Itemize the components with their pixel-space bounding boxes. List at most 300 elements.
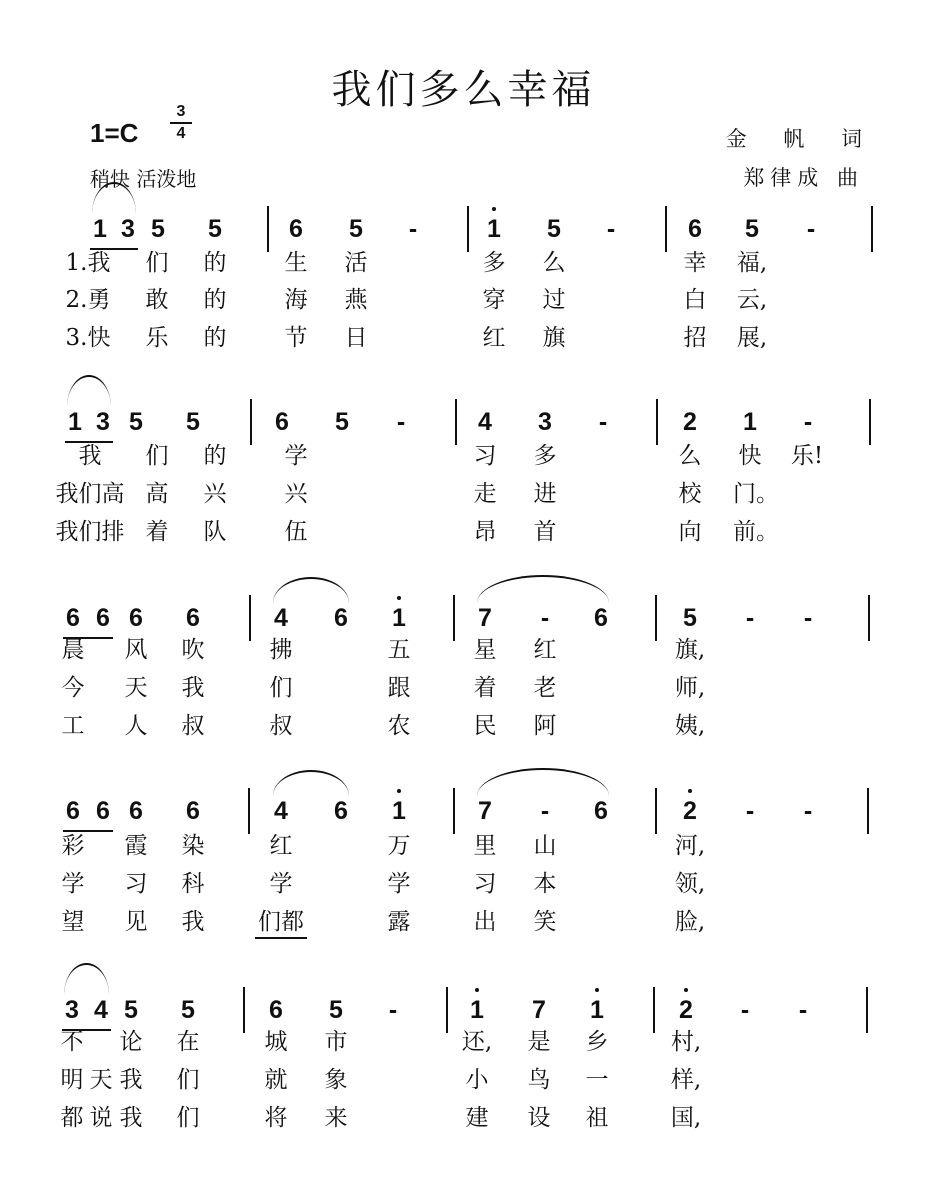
lyric-syllable: 的 bbox=[203, 287, 227, 313]
note bbox=[113, 208, 143, 250]
lyric-syllable: 在 bbox=[176, 1029, 200, 1055]
lyric-syllable: 旗 bbox=[542, 325, 566, 351]
note bbox=[178, 790, 208, 832]
lyric-syllable: 着 bbox=[145, 519, 169, 545]
lyric-syllable: 阿 bbox=[533, 713, 557, 739]
octave-dot bbox=[397, 596, 401, 600]
lyric-syllable: 幸 bbox=[683, 250, 707, 276]
lyric-syllable: 学 bbox=[387, 871, 411, 897]
lyric-syllable: 日 bbox=[344, 325, 368, 351]
lyric-syllable: 城 bbox=[264, 1029, 288, 1055]
lyric-syllable: 样, bbox=[670, 1067, 702, 1093]
lyric-syllable: 1.我 bbox=[65, 250, 111, 276]
lyric-syllable: 云, bbox=[736, 287, 768, 313]
note-digit: 4 bbox=[274, 797, 288, 825]
lyric-syllable: 伍 bbox=[284, 519, 308, 545]
lyric-syllable: 门。 bbox=[733, 481, 779, 507]
lyric-syllable: 海 bbox=[284, 287, 308, 313]
lyric-syllable: 鸟 bbox=[527, 1067, 551, 1093]
lyric-syllable: 还, bbox=[461, 1029, 493, 1055]
lyric-syllable: 习 bbox=[473, 871, 497, 897]
lyric-syllable: 都 bbox=[60, 1105, 84, 1131]
note bbox=[88, 790, 118, 832]
note-digit: 1 bbox=[590, 996, 604, 1024]
lyric-syllable: 是 bbox=[527, 1029, 551, 1055]
slur bbox=[477, 575, 609, 603]
note bbox=[178, 597, 208, 639]
lyric-syllable: 乡 bbox=[585, 1029, 609, 1055]
note-digit: 1 bbox=[392, 797, 406, 825]
dash-extension bbox=[796, 208, 826, 250]
lyric-syllable: 快 bbox=[738, 443, 762, 469]
lyric-syllable: 展, bbox=[736, 325, 768, 351]
lyric-syllable: 兴 bbox=[284, 481, 308, 507]
lyric-syllable: 么 bbox=[678, 443, 702, 469]
barline bbox=[868, 595, 870, 641]
note-digit: - bbox=[598, 408, 608, 436]
note-digit: 6 bbox=[334, 604, 348, 632]
lyric-syllable: 校 bbox=[678, 481, 702, 507]
dash-extension bbox=[793, 790, 823, 832]
barline bbox=[867, 788, 869, 834]
octave-dot bbox=[595, 988, 599, 992]
note-digit: 6 bbox=[129, 797, 143, 825]
lyric-syllable: 旗, bbox=[674, 637, 706, 663]
lyric-syllable: 着 bbox=[473, 675, 497, 701]
lyric-syllable: 我们高 bbox=[55, 481, 125, 507]
slur bbox=[477, 768, 609, 796]
lyric-syllable: 高 bbox=[145, 481, 169, 507]
lyric-syllable: 进 bbox=[533, 481, 557, 507]
note bbox=[200, 208, 230, 250]
lyric-syllable: 向 bbox=[678, 519, 702, 545]
lyric-syllable: 市 bbox=[324, 1029, 348, 1055]
dash-extension bbox=[530, 790, 560, 832]
barline bbox=[653, 987, 655, 1033]
lyric-syllable: 望 bbox=[61, 909, 85, 935]
note bbox=[326, 790, 356, 832]
note-digit: 6 bbox=[186, 604, 200, 632]
note bbox=[60, 401, 90, 443]
note-digit: 4 bbox=[94, 996, 108, 1024]
note-digit: - bbox=[740, 996, 750, 1024]
lyric-syllable: 么 bbox=[542, 250, 566, 276]
note-digit: 3 bbox=[121, 215, 135, 243]
note bbox=[530, 401, 560, 443]
note bbox=[327, 401, 357, 443]
lyric-syllable: 叔 bbox=[181, 713, 205, 739]
lyric-syllable: 学 bbox=[284, 443, 308, 469]
lyric-syllable: 说 bbox=[89, 1105, 113, 1131]
lyric-syllable: 拂 bbox=[269, 637, 293, 663]
barline bbox=[665, 206, 667, 252]
lyric-syllable: 们 bbox=[145, 443, 169, 469]
lyric-syllable: 我 bbox=[181, 675, 205, 701]
dash-extension bbox=[788, 989, 818, 1031]
lyric-underline bbox=[255, 937, 307, 939]
note bbox=[321, 989, 351, 1031]
note-digit: 5 bbox=[329, 996, 343, 1024]
note-digit: 1 bbox=[93, 215, 107, 243]
note bbox=[671, 989, 701, 1031]
lyric-syllable: 星 bbox=[473, 637, 497, 663]
note bbox=[88, 597, 118, 639]
lyric-syllable: 祖 bbox=[585, 1105, 609, 1131]
lyric-syllable: 叔 bbox=[269, 713, 293, 739]
note bbox=[675, 790, 705, 832]
note bbox=[539, 208, 569, 250]
time-divider bbox=[170, 122, 192, 124]
barline bbox=[467, 206, 469, 252]
lyric-syllable: 我 bbox=[181, 909, 205, 935]
note-digit: 3 bbox=[65, 996, 79, 1024]
lyric-syllable: 本 bbox=[533, 871, 557, 897]
lyric-syllable: 工 bbox=[61, 713, 85, 739]
lyric-syllable: 兴 bbox=[203, 481, 227, 507]
dash-extension bbox=[735, 790, 765, 832]
note-digit: 6 bbox=[594, 604, 608, 632]
barline bbox=[656, 399, 658, 445]
note-digit: 5 bbox=[745, 215, 759, 243]
note bbox=[735, 401, 765, 443]
dash-extension bbox=[378, 989, 408, 1031]
note bbox=[261, 989, 291, 1031]
note-digit: 6 bbox=[289, 215, 303, 243]
octave-dot bbox=[492, 207, 496, 211]
note-digit: 4 bbox=[274, 604, 288, 632]
note bbox=[267, 401, 297, 443]
note bbox=[121, 790, 151, 832]
dash-extension bbox=[530, 597, 560, 639]
dash-extension bbox=[793, 597, 823, 639]
note bbox=[266, 790, 296, 832]
lyric-syllable: 师, bbox=[674, 675, 706, 701]
octave-dot bbox=[684, 988, 688, 992]
dash-extension bbox=[793, 401, 823, 443]
note-digit: 5 bbox=[151, 215, 165, 243]
note-digit: 1 bbox=[743, 408, 757, 436]
lyric-syllable: 人 bbox=[124, 713, 148, 739]
dash-extension bbox=[730, 989, 760, 1031]
note-digit: 6 bbox=[334, 797, 348, 825]
note-digit: - bbox=[396, 408, 406, 436]
note-digit: 6 bbox=[66, 604, 80, 632]
note-digit: - bbox=[803, 797, 813, 825]
dash-extension bbox=[735, 597, 765, 639]
lyric-syllable: 小 bbox=[465, 1067, 489, 1093]
note-digit: 6 bbox=[688, 215, 702, 243]
note-digit: 1 bbox=[470, 996, 484, 1024]
lyric-syllable: 见 bbox=[124, 909, 148, 935]
lyric-syllable: 天 bbox=[124, 675, 148, 701]
note-digit: 6 bbox=[186, 797, 200, 825]
barline bbox=[866, 987, 868, 1033]
lyric-syllable: 学 bbox=[61, 871, 85, 897]
lyric-syllable: 科 bbox=[181, 871, 205, 897]
note bbox=[178, 401, 208, 443]
lyric-syllable: 出 bbox=[473, 909, 497, 935]
lyric-syllable: 们都 bbox=[258, 909, 304, 935]
lyric-syllable: 红 bbox=[482, 325, 506, 351]
lyric-syllable: 3.快 bbox=[65, 325, 111, 351]
lyric-syllable: 河, bbox=[674, 833, 706, 859]
note-digit: - bbox=[408, 215, 418, 243]
lyric-syllable: 笑 bbox=[533, 909, 557, 935]
note bbox=[737, 208, 767, 250]
lyric-syllable: 不 bbox=[60, 1029, 84, 1055]
barline bbox=[250, 399, 252, 445]
lyric-syllable: 队 bbox=[203, 519, 227, 545]
lyric-syllable: 今 bbox=[61, 675, 85, 701]
note bbox=[470, 597, 500, 639]
note bbox=[86, 989, 116, 1031]
lyric-syllable: 学 bbox=[269, 871, 293, 897]
note-digit: 5 bbox=[186, 408, 200, 436]
lyric-syllable: 国, bbox=[670, 1105, 702, 1131]
lyric-syllable: 霞 bbox=[124, 833, 148, 859]
note-digit: - bbox=[803, 604, 813, 632]
dash-extension bbox=[398, 208, 428, 250]
note bbox=[121, 401, 151, 443]
note-digit: 6 bbox=[594, 797, 608, 825]
note bbox=[586, 597, 616, 639]
lyric-syllable: 建 bbox=[465, 1105, 489, 1131]
lyric-syllable: 设 bbox=[527, 1105, 551, 1131]
note-digit: 5 bbox=[208, 215, 222, 243]
lyric-syllable: 燕 bbox=[344, 287, 368, 313]
lyric-syllable: 敢 bbox=[145, 287, 169, 313]
note-digit: 6 bbox=[66, 797, 80, 825]
octave-dot bbox=[688, 789, 692, 793]
barline bbox=[446, 987, 448, 1033]
lyric-syllable: 习 bbox=[473, 443, 497, 469]
lyric-syllable: 万 bbox=[387, 833, 411, 859]
time-denominator: 4 bbox=[176, 125, 186, 142]
note-digit: - bbox=[540, 604, 550, 632]
note bbox=[470, 790, 500, 832]
note-digit: 7 bbox=[478, 604, 492, 632]
note-digit: 5 bbox=[124, 996, 138, 1024]
song-title: 我们多么幸福 bbox=[331, 67, 596, 113]
lyric-syllable: 红 bbox=[269, 833, 293, 859]
note-digit: - bbox=[540, 797, 550, 825]
lyric-syllable: 晨 bbox=[61, 637, 85, 663]
lyric-syllable: 天 bbox=[89, 1067, 113, 1093]
note-digit: - bbox=[803, 408, 813, 436]
barline bbox=[871, 206, 873, 252]
note bbox=[173, 989, 203, 1031]
note-digit: 5 bbox=[547, 215, 561, 243]
barline bbox=[248, 788, 250, 834]
note-digit: 7 bbox=[478, 797, 492, 825]
barline bbox=[453, 595, 455, 641]
lyric-syllable: 们 bbox=[176, 1067, 200, 1093]
lyric-syllable: 村, bbox=[670, 1029, 702, 1055]
note bbox=[582, 989, 612, 1031]
note bbox=[462, 989, 492, 1031]
note-digit: 4 bbox=[478, 408, 492, 436]
note bbox=[384, 597, 414, 639]
barline bbox=[869, 399, 871, 445]
lyric-syllable: 的 bbox=[203, 250, 227, 276]
note-digit: - bbox=[606, 215, 616, 243]
lyric-syllable: 乐 bbox=[145, 325, 169, 351]
lyric-syllable: 跟 bbox=[387, 675, 411, 701]
note bbox=[121, 597, 151, 639]
lyric-syllable: 们 bbox=[269, 675, 293, 701]
note bbox=[675, 597, 705, 639]
barline bbox=[243, 987, 245, 1033]
lyric-syllable: 将 bbox=[264, 1105, 288, 1131]
dash-extension bbox=[596, 208, 626, 250]
lyric-syllable: 我 bbox=[119, 1067, 143, 1093]
lyric-syllable: 民 bbox=[473, 713, 497, 739]
note-digit: - bbox=[806, 215, 816, 243]
note-digit: - bbox=[798, 996, 808, 1024]
lyric-syllable: 露 bbox=[387, 909, 411, 935]
note-digit: 2 bbox=[683, 797, 697, 825]
key-signature: 1=C bbox=[90, 118, 139, 148]
barline bbox=[249, 595, 251, 641]
barline bbox=[455, 399, 457, 445]
note bbox=[57, 989, 87, 1031]
note bbox=[384, 790, 414, 832]
lyric-syllable: 走 bbox=[473, 481, 497, 507]
note bbox=[116, 989, 146, 1031]
slur bbox=[273, 577, 349, 603]
note-digit: - bbox=[745, 604, 755, 632]
lyric-syllable: 一 bbox=[585, 1067, 609, 1093]
dash-extension bbox=[588, 401, 618, 443]
lyric-syllable: 们 bbox=[176, 1105, 200, 1131]
note-digit: 6 bbox=[269, 996, 283, 1024]
lyric-syllable: 脸, bbox=[674, 909, 706, 935]
note-digit: 5 bbox=[335, 408, 349, 436]
octave-dot bbox=[475, 988, 479, 992]
slur bbox=[67, 375, 111, 407]
lyric-syllable: 我 bbox=[78, 443, 102, 469]
note-digit: 2 bbox=[683, 408, 697, 436]
lyric-syllable: 领, bbox=[674, 871, 706, 897]
barline bbox=[655, 595, 657, 641]
lyric-syllable: 生 bbox=[284, 250, 308, 276]
lyric-syllable: 姨, bbox=[674, 713, 706, 739]
dash-extension bbox=[386, 401, 416, 443]
time-signature bbox=[170, 103, 192, 143]
note-digit: 3 bbox=[96, 408, 110, 436]
note bbox=[341, 208, 371, 250]
lyric-syllable: 前。 bbox=[733, 519, 779, 545]
lyric-syllable: 的 bbox=[203, 325, 227, 351]
note bbox=[675, 401, 705, 443]
lyric-syllable: 农 bbox=[387, 713, 411, 739]
barline bbox=[453, 788, 455, 834]
lyric-syllable: 老 bbox=[533, 675, 557, 701]
lyric-syllable: 红 bbox=[533, 637, 557, 663]
lyric-syllable: 染 bbox=[181, 833, 205, 859]
note-digit: 2 bbox=[679, 996, 693, 1024]
lyric-syllable: 2.勇 bbox=[65, 287, 111, 313]
lyric-syllable: 山 bbox=[533, 833, 557, 859]
lyric-syllable: 们 bbox=[145, 250, 169, 276]
lyric-syllable: 的 bbox=[203, 443, 227, 469]
lyric-syllable: 我们排 bbox=[55, 519, 125, 545]
note-digit: - bbox=[745, 797, 755, 825]
lyric-syllable: 过 bbox=[542, 287, 566, 313]
lyric-syllable: 里 bbox=[473, 833, 497, 859]
octave-dot bbox=[397, 789, 401, 793]
note-digit: 5 bbox=[181, 996, 195, 1024]
lyric-syllable: 多 bbox=[533, 443, 557, 469]
note bbox=[479, 208, 509, 250]
lyric-syllable: 吹 bbox=[181, 637, 205, 663]
barline bbox=[655, 788, 657, 834]
note-digit: 7 bbox=[532, 996, 546, 1024]
lyric-syllable: 彩 bbox=[61, 833, 85, 859]
note bbox=[58, 790, 88, 832]
note-digit: 5 bbox=[129, 408, 143, 436]
lyric-syllable: 习 bbox=[124, 871, 148, 897]
note bbox=[470, 401, 500, 443]
tempo-marking: 稍快 活泼地 bbox=[90, 167, 197, 191]
lyric-syllable: 五 bbox=[387, 637, 411, 663]
note bbox=[326, 597, 356, 639]
note bbox=[58, 597, 88, 639]
lyric-syllable: 白 bbox=[683, 287, 707, 313]
lyric-syllable: 多 bbox=[482, 250, 506, 276]
note-digit: 1 bbox=[487, 215, 501, 243]
slur bbox=[64, 963, 109, 995]
note bbox=[85, 208, 115, 250]
lyric-syllable: 穿 bbox=[482, 287, 506, 313]
note-digit: 1 bbox=[392, 604, 406, 632]
lyric-syllable: 昂 bbox=[473, 519, 497, 545]
note bbox=[281, 208, 311, 250]
note-digit: 5 bbox=[349, 215, 363, 243]
note bbox=[266, 597, 296, 639]
lyric-syllable: 活 bbox=[344, 250, 368, 276]
time-numerator: 3 bbox=[176, 103, 186, 120]
slur bbox=[273, 770, 349, 796]
lyric-syllable: 福, bbox=[736, 250, 768, 276]
lyric-syllable: 我 bbox=[119, 1105, 143, 1131]
note-digit: 6 bbox=[129, 604, 143, 632]
lyric-syllable: 象 bbox=[324, 1067, 348, 1093]
lyricist-credit: 金 帆 词 bbox=[725, 127, 877, 151]
composer-credit: 郑律成 曲 bbox=[743, 166, 864, 190]
lyric-syllable: 来 bbox=[324, 1105, 348, 1131]
note bbox=[524, 989, 554, 1031]
lyric-syllable: 论 bbox=[119, 1029, 143, 1055]
note-digit: 6 bbox=[96, 604, 110, 632]
lyric-syllable: 节 bbox=[284, 325, 308, 351]
note-digit: 5 bbox=[683, 604, 697, 632]
note bbox=[143, 208, 173, 250]
lyric-syllable: 首 bbox=[533, 519, 557, 545]
note-digit: 1 bbox=[68, 408, 82, 436]
barline bbox=[267, 206, 269, 252]
note bbox=[88, 401, 118, 443]
note-digit: 6 bbox=[96, 797, 110, 825]
lyric-syllable: 就 bbox=[264, 1067, 288, 1093]
lyric-syllable: 风 bbox=[124, 637, 148, 663]
lyric-syllable: 乐! bbox=[790, 443, 824, 469]
note-digit: 6 bbox=[275, 408, 289, 436]
note-digit: 3 bbox=[538, 408, 552, 436]
lyric-syllable: 招 bbox=[683, 325, 707, 351]
note bbox=[680, 208, 710, 250]
note-digit: - bbox=[388, 996, 398, 1024]
